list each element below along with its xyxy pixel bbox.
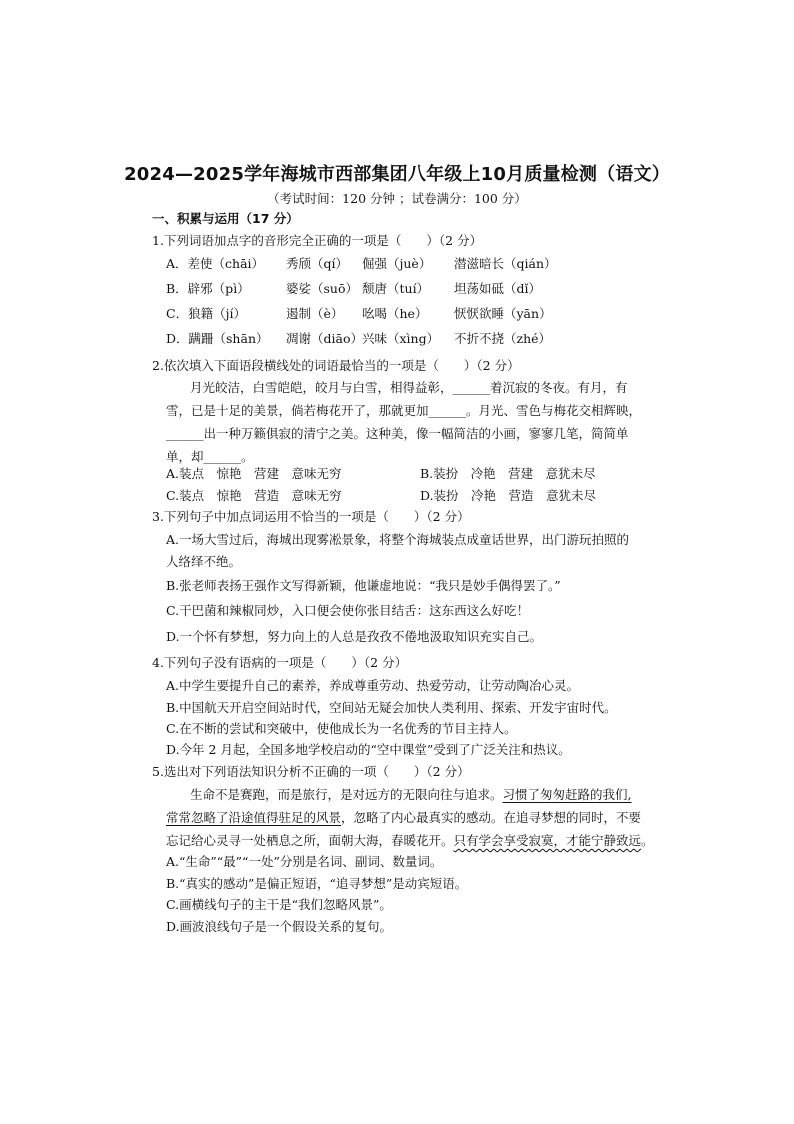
- q3-option-d: D.一个怀有梦想，努力向上的人总是孜孜不倦地汲取知识充实自己。: [166, 629, 543, 644]
- q5-para-text: 生命不是赛跑，而是旅行，是对远方的无限向往与追求。: [190, 787, 503, 802]
- q1-b-word4: 坦荡如砥（dǐ）: [454, 281, 541, 296]
- q5-para-end: 。: [641, 833, 654, 848]
- q1-a-word3: 倔强（juè）: [362, 256, 432, 271]
- exam-subtitle: （考试时间：120 分钟 ；试卷满分：100 分）: [267, 191, 527, 206]
- q1-a-word1: A．差使（chāi）: [166, 256, 265, 271]
- q2-options-row1: [166, 464, 674, 484]
- q2-stem: 2.依次填入下面语段横线处的词语最恰当的一项是（ ）（2 分）: [152, 358, 520, 373]
- q5-underlined-sentence-part1: 习惯了匆匆赶路的我们,: [502, 787, 632, 802]
- q5-para-line3: [166, 831, 654, 851]
- q5-option-a: A.“生命”“最”“一处”分别是名词、副词、数量词。: [166, 854, 443, 869]
- q4-option-b: B.中国航天开启空间站时代，空间站无疑会加快人类利用、探索、开发宇宙时代。: [166, 700, 617, 715]
- q3-stem: 3.下列句子中加点词运用不恰当的一项是（ ）（2 分）: [152, 509, 470, 524]
- q5-option-c: C.画横线句子的主干是“我们忽略风景”。: [166, 897, 392, 912]
- q1-option-b: [166, 279, 574, 299]
- q2-para-line1: 月光皎洁，白雪皑皑，皎月与白雪，相得益彰，______着沉寂的冬夜。有月，有: [190, 380, 628, 395]
- q5-option-d: D.画波浪线句子是一个假设关系的复句。: [166, 919, 393, 934]
- q4-stem: 4.下列句子没有语病的一项是（ ）（2 分）: [152, 655, 408, 670]
- q1-c-word1: C．狼籍（jí）: [166, 306, 246, 321]
- q3-option-a-line2: 人络绎不绝。: [166, 554, 242, 569]
- section-heading: 一、积累与运用（17 分）: [152, 211, 299, 226]
- q1-option-a: [166, 254, 574, 274]
- q1-c-word3: 吆喝（he）: [362, 306, 428, 321]
- q5-para-line2: [166, 808, 641, 828]
- q2-para-line2: 雪，已是十足的美景，倘若梅花开了，那就更加______。月光、雪色与梅花交相辉映，: [166, 403, 642, 418]
- q3-option-b: B.张老师表扬王强作文写得新颖，他谦虚地说：“我只是妙手偶得罢了。”: [166, 578, 561, 593]
- q2-options-row2: [166, 486, 674, 506]
- q5-para-text: ，忽略了内心最真实的感动。在追寻梦想的同时，不要: [341, 810, 642, 825]
- q1-a-word4: 潜滋暗长（qián）: [454, 256, 557, 271]
- q2-para-line4: 单，却______。: [166, 449, 254, 464]
- q2-option-b: B.装扮 冷艳 营建 意犹未尽: [420, 466, 596, 481]
- q4-option-c: C.在不断的尝试和突破中，使他成长为一名优秀的节目主持人。: [166, 721, 517, 736]
- q1-b-word1: B．辟邪（pì）: [166, 281, 250, 296]
- q1-a-word2: 秀颀（qí）: [286, 256, 348, 271]
- q1-c-word4: 恹恹欲睡（yān）: [454, 306, 552, 321]
- q4-option-d: D.今年 2 月起，全国多地学校启动的“空中课堂”受到了广泛关注和热议。: [166, 742, 571, 757]
- exam-title: 2024—2025学年海城市西部集团八年级上10月质量检测（语文）: [124, 164, 670, 185]
- q1-stem: 1.下列词语加点字的音形完全正确的一项是（ ）（2 分）: [152, 233, 483, 248]
- q5-underlined-sentence-part2: 常常忽略了沿途值得驻足的风景: [166, 810, 342, 825]
- q5-stem: 5.选出对下列语法知识分析不正确的一项（ ）（2 分）: [152, 764, 470, 779]
- q1-c-word2: 遏制（è）: [286, 306, 344, 321]
- q5-wavy-sentence: 只有学会享受寂寞，才能宁静致远: [453, 833, 642, 848]
- q1-d-word3: 兴味（xìng）: [362, 331, 440, 346]
- q2-option-a: A.装点 惊艳 营建 意味无穷: [166, 466, 342, 481]
- q1-b-word3: 颓唐（tuí）: [362, 281, 430, 296]
- q3-option-c: C.干巴菌和辣椒同炒，入口便会使你张目结舌：这东西这么好吃！: [166, 603, 530, 618]
- q1-d-word1: D．蹒跚（shān）: [166, 331, 269, 346]
- q1-d-word4: 不折不挠（zhé）: [454, 331, 552, 346]
- q5-para-text: 忘记给心灵寻一处栖息之所，面朝大海，春暖花开。: [166, 833, 454, 848]
- q2-option-c: C.装点 惊艳 营造 意味无穷: [166, 488, 342, 503]
- q2-option-d: D.装扮 冷艳 营造 意犹未尽: [420, 488, 597, 503]
- q3-option-a-line1: A.一场大雪过后，海城出现雾凇景象，将整个海城装点成童话世界，出门游玩拍照的: [166, 532, 630, 547]
- q1-d-word2: 凋谢（diāo）: [286, 331, 363, 346]
- q2-para-line3: ______出一种万籁俱寂的清宁之美。这种美，像一幅简洁的小画，寥寥几笔，简简单: [166, 426, 629, 441]
- q1-b-word2: 婆娑（suō）: [286, 281, 358, 296]
- q1-option-c: [166, 304, 574, 324]
- q1-option-d: [166, 329, 574, 349]
- q4-option-a: A.中学生要提升自己的素养，养成尊重劳动、热爱劳动，让劳动陶冶心灵。: [166, 678, 580, 693]
- q5-option-b: B.“真实的感动”是偏正短语，“追寻梦想”是动宾短语。: [166, 876, 468, 891]
- q5-para-line1: [190, 785, 632, 805]
